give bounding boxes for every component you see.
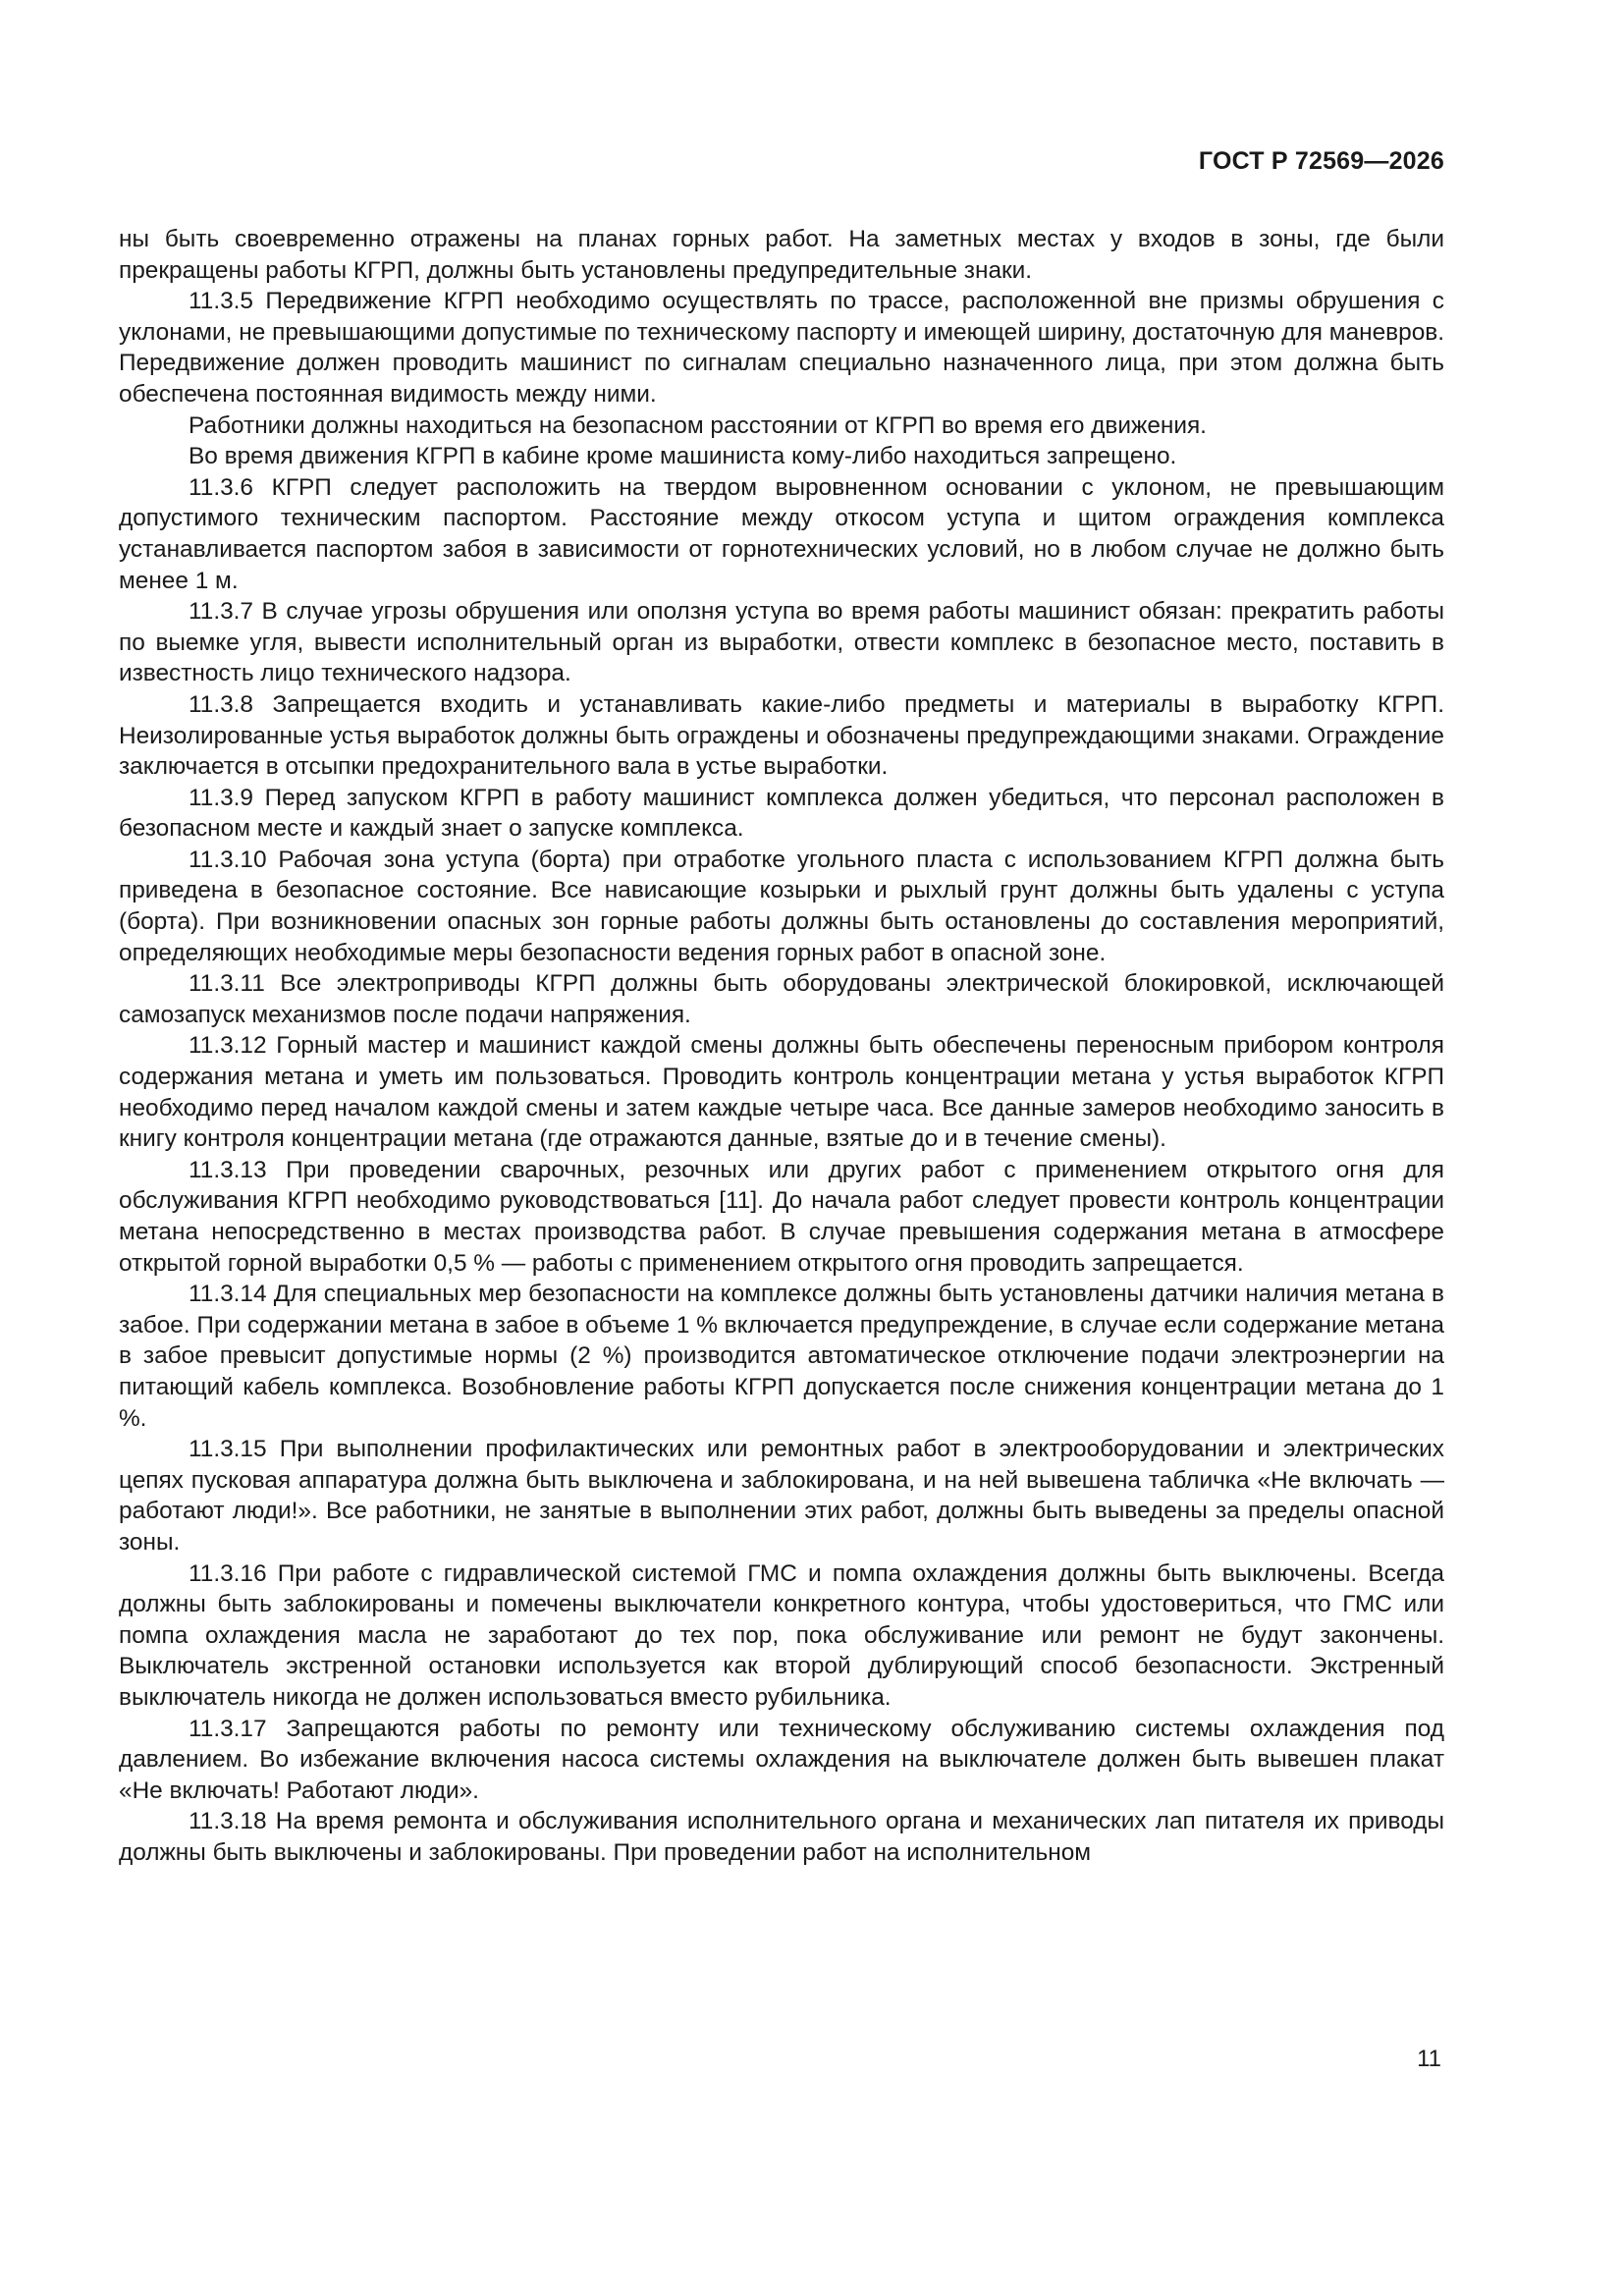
paragraph: 11.3.5 Передвижение КГРП необходимо осуществлять по трассе, расположенной вне призмы обрушения с уклонами, не превышающими допустимые по техническому паспорту и имеющей ширину, достаточную для маневров. Передвижение должен проводить машинист по сигналам специально назначенного лица, при этом должна быть обеспечена постоянная видимость между ними. [119,288,1444,408]
paragraph: 11.3.14 Для специальных мер безопасности на комплексе должны быть установлены датчики наличия метана в забое. При содержании метана в забое в объеме 1 % включается предупреждение, в случае если содержание метана в забое превысит допустимые нормы (2 %) производится автоматическое отключение подачи электроэнергии на питающий кабель комплекса. Возобновление работы КГРП допускается после снижения концентрации метана до 1 %. [119,1281,1444,1432]
paragraph: 11.3.16 При работе с гидравлической системой ГМС и помпа охлаждения должны быть выключены. Всегда должны быть заблокированы и помечены выключатели конкретного контура, чтобы удостовериться, что ГМС или помпа охлаждения масла не заработают до тех пор, пока обслуживание или ремонт не будут закончены. Выключатель экстренной остановки используется как второй дублирующий способ безопасности. Экстренный выключатель никогда не должен использоваться вместо рубильника. [119,1559,1444,1711]
paragraph: 11.3.6 КГРП следует расположить на твердом выровненном основании с уклоном, не превышающим допустимого техническим паспортом. Расстояние между откосом уступа и щитом ограждения комплекса устанавливается паспортом забоя в зависимости от горнотехнических условий, но в любом случае не должно быть менее 1 м. [119,473,1444,594]
paragraph: 11.3.15 При выполнении профилактических или ремонтных работ в электрооборудовании и электрических цепях пусковая аппаратура должна быть выключена и заблокирована, и на ней вывешена табличка «Не включать — работают люди!». Все работники, не занятые в выполнении этих работ, должны быть выведены за пределы опасной зоны. [119,1436,1444,1556]
paragraph: 11.3.8 Запрещается входить и устанавливать какие-либо предметы и материалы в выработку КГРП. Неизолированные устья выработок должны быть ограждены и обозначены предупреждающими знаками. Ограждение заключается в отсыпки предохранительного вала в устье выработки. [119,690,1444,781]
paragraph: 11.3.13 При проведении сварочных, резочных или других работ с применением открытого огня для обслуживания КГРП необходимо руководствоваться [11]. До начала работ следует провести контроль концентрации метана непосредственно в местах производства работ. В случае превышения содержания метана в атмосфере открытой горной выработки 0,5 % — работы с применением открытого огня проводить запрещается. [119,1156,1444,1277]
paragraph: 11.3.9 Перед запуском КГРП в работу машинист комплекса должен убедиться, что персонал расположен в безопасном месте и каждый знает о запуске комплекса. [119,784,1444,843]
document-body [119,224,1444,1868]
paragraph: 11.3.11 Все электроприводы КГРП должны быть оборудованы электрической блокировкой, исключающей самозапуск механизмов после подачи напряжения. [119,970,1444,1028]
paragraph: 11.3.12 Горный мастер и машинист каждой смены должны быть обеспечены переносным прибором контроля содержания метана и уметь им пользоваться. Проводить контроль концентрации метана у устья выработок КГРП необходимо перед началом каждой смены и затем каждые четыре часа. Все данные замеров необходимо заносить в книгу контроля концентрации метана (где отражаются данные, взятые до и в течение смены). [119,1032,1444,1153]
paragraph: 11.3.10 Рабочая зона уступа (борта) при отработке угольного пласта с использованием КГРП должна быть приведена в безопасное состояние. Все нависающие козырьки и рыхлый грунт должны быть удалены с уступа (борта). При возникновении опасных зон горные работы должны быть остановлены до составления мероприятий, определяющих необходимые меры безопасности ведения горных работ в опасной зоне. [119,846,1444,966]
paragraph: Работники должны находиться на безопасном расстоянии от КГРП во время его движения. [189,411,1207,439]
page-number: 11 [1417,2046,1441,2072]
paragraph: ны быть своевременно отражены на планах горных работ. На заметных местах у входов в зоны, где были прекращены работы КГРП, должны быть установлены предупредительные знаки. [119,226,1444,284]
paragraph: 11.3.17 Запрещаются работы по ремонту или техническому обслуживанию системы охлаждения под давлением. Во избежание включения насоса системы охлаждения на выключателе должен быть вывешен плакат «Не включать! Работают люди». [119,1715,1444,1804]
paragraph: Во время движения КГРП в кабине кроме машиниста кому-либо находиться запрещено. [189,443,1177,470]
paragraph: 11.3.18 На время ремонта и обслуживания исполнительного органа и механических лап питателя их приводы должны быть выключены и заблокированы. При проведении работ на исполнительном [119,1808,1444,1866]
paragraph: 11.3.7 В случае угрозы обрушения или оползня уступа во время работы машинист обязан: прекратить работы по выемке угля, вывести исполнительный орган из выработки, отвести комплекс в безопасное место, поставить в известность лицо технического надзора. [119,598,1444,687]
document-header: ГОСТ Р 72569—2026 [1198,147,1444,175]
